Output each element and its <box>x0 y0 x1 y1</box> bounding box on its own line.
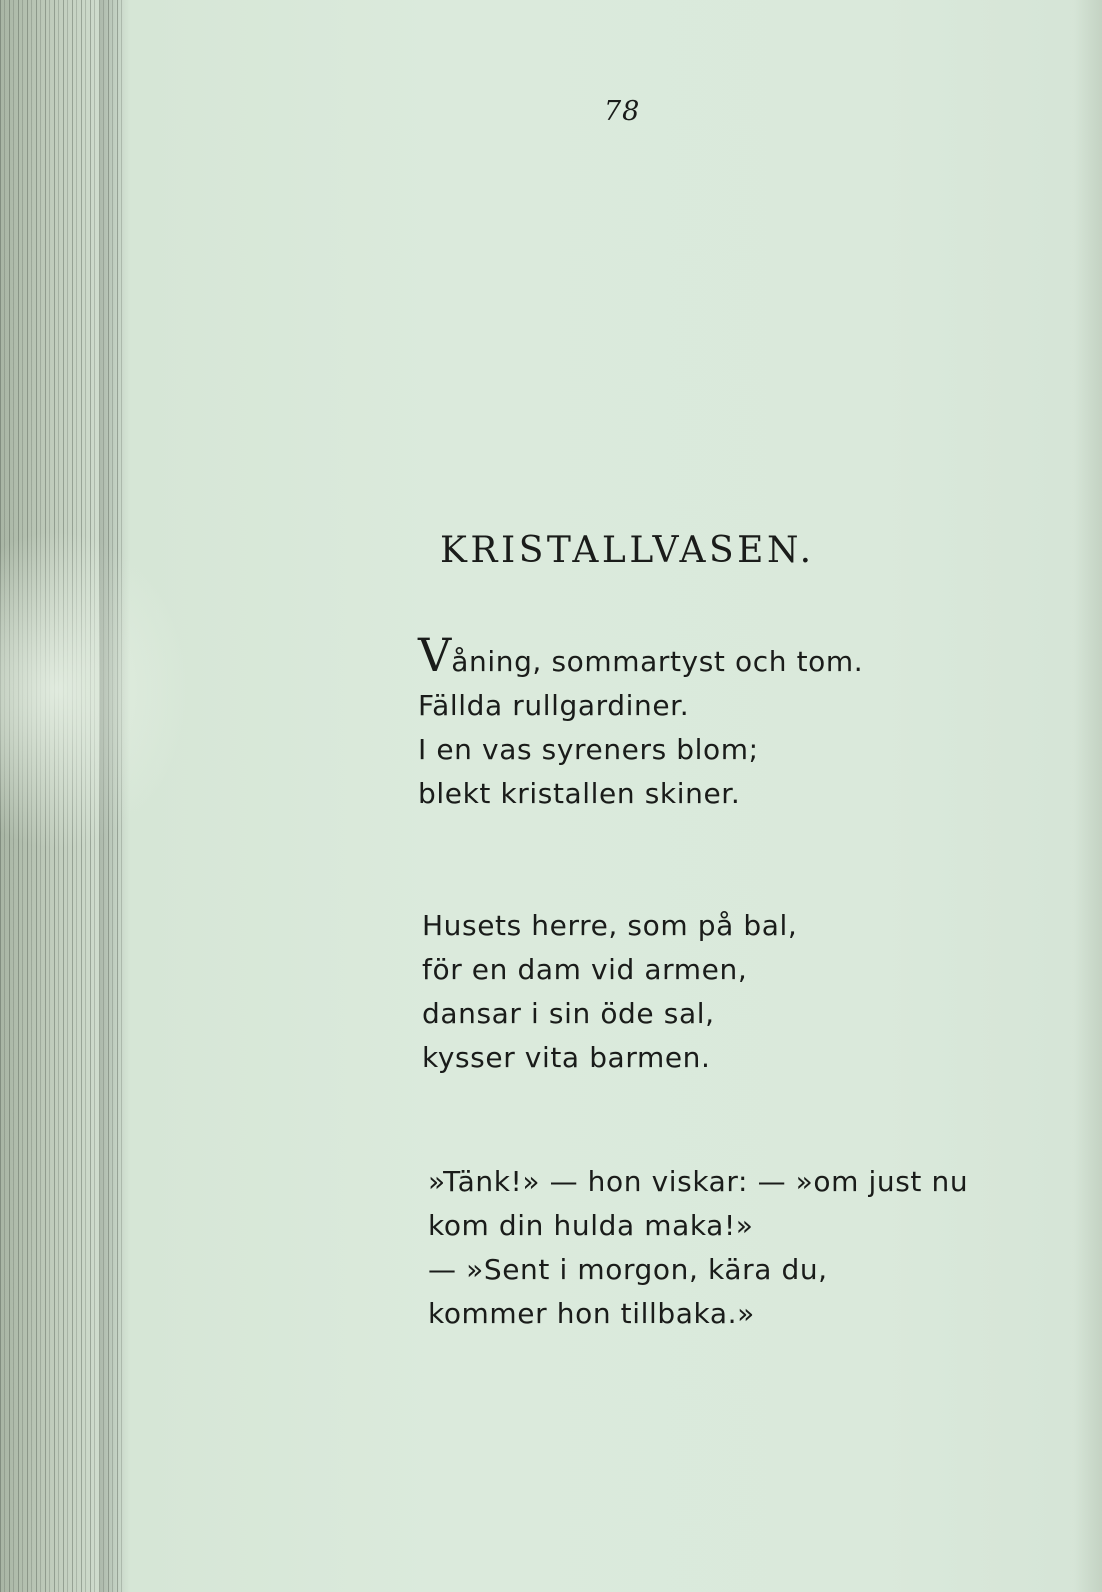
stanza-1-line-3: I en vas syreners blom; <box>418 733 759 766</box>
stanza-3-line-1: »Tänk!» — hon viskar: — »om just nu <box>428 1165 969 1198</box>
stanza-2-line-3: dansar i sin öde sal, <box>422 997 715 1030</box>
page-edge-highlight <box>0 530 190 850</box>
stanza-2-line-1: Husets herre, som på bal, <box>422 909 798 942</box>
stanza-3-line-2: kom din hulda maka!» <box>428 1209 754 1242</box>
poem-title: KRISTALLVASEN. <box>440 530 815 571</box>
stanza-1-line-1-text: åning, sommartyst och tom. <box>451 645 864 678</box>
gutter-shadow <box>100 0 130 1592</box>
right-page-edge <box>1074 0 1102 1592</box>
stanza-3 <box>428 1160 968 1336</box>
stanza-1-line-4: blekt kristallen skiner. <box>418 777 741 810</box>
stanza-1-line-1 <box>418 628 864 684</box>
stanza-1-line-2: Fällda rullgardiner. <box>418 689 690 722</box>
stanza-3-line-3: — »Sent i morgon, kära du, <box>428 1253 828 1286</box>
stanza-2-line-2: för en dam vid armen, <box>422 953 748 986</box>
drop-cap: V <box>418 628 452 682</box>
stanza-2-line-4: kysser vita barmen. <box>422 1041 711 1074</box>
stanza-1 <box>418 628 864 816</box>
stanza-2 <box>422 904 797 1080</box>
page-number: 78 <box>604 96 641 127</box>
stanza-3-line-4: kommer hon tillbaka.» <box>428 1297 755 1330</box>
